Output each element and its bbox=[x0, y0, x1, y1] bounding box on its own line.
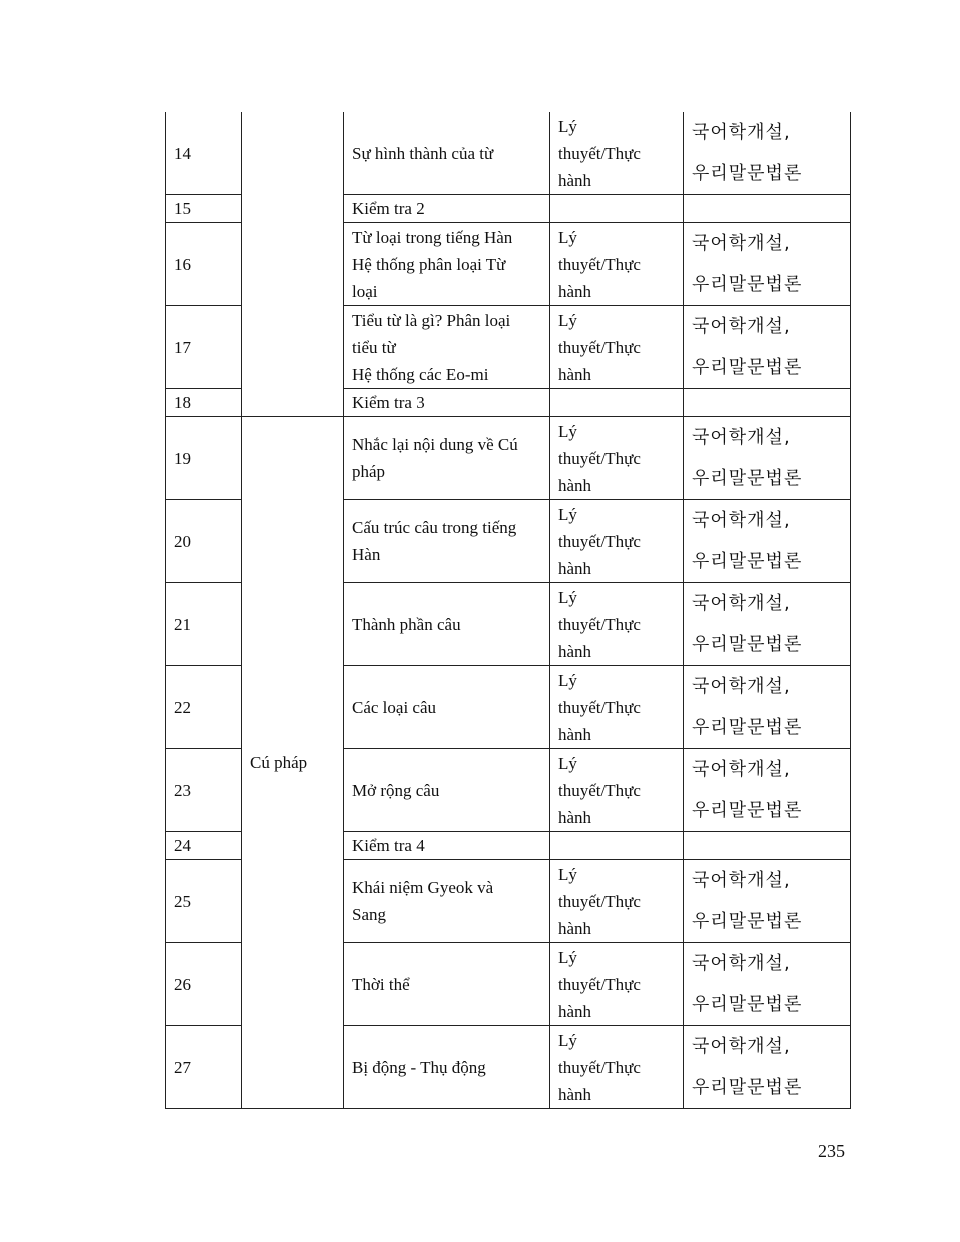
row-number: 21 bbox=[166, 583, 242, 666]
reference-cell: 국어학개설, 우리말문법론 bbox=[684, 500, 851, 583]
method-cell bbox=[550, 389, 684, 417]
row-number: 22 bbox=[166, 666, 242, 749]
reference-cell: 국어학개설, 우리말문법론 bbox=[684, 223, 851, 306]
content-cell: Các loại câu bbox=[344, 666, 550, 749]
method-cell: Lý thuyết/Thực hành bbox=[550, 749, 684, 832]
reference-cell: 국어학개설, 우리말문법론 bbox=[684, 1026, 851, 1109]
method-cell: Lý thuyết/Thực hành bbox=[550, 666, 684, 749]
method-cell: Lý thuyết/Thực hành bbox=[550, 223, 684, 306]
method-cell: Lý thuyết/Thực hành bbox=[550, 943, 684, 1026]
method-cell bbox=[550, 195, 684, 223]
row-number: 18 bbox=[166, 389, 242, 417]
reference-cell: 국어학개설, 우리말문법론 bbox=[684, 943, 851, 1026]
row-number: 19 bbox=[166, 417, 242, 500]
content-cell: Bị động - Thụ động bbox=[344, 1026, 550, 1109]
row-number: 27 bbox=[166, 1026, 242, 1109]
row-number: 14 bbox=[166, 112, 242, 195]
row-number: 23 bbox=[166, 749, 242, 832]
reference-cell: 국어학개설, 우리말문법론 bbox=[684, 417, 851, 500]
reference-cell: 국어학개설, 우리말문법론 bbox=[684, 860, 851, 943]
content-cell: Kiểm tra 2 bbox=[344, 195, 550, 223]
section-cell bbox=[242, 112, 344, 417]
reference-cell: 국어학개설, 우리말문법론 bbox=[684, 666, 851, 749]
content-cell: Cấu trúc câu trong tiếng Hàn bbox=[344, 500, 550, 583]
reference-cell bbox=[684, 832, 851, 860]
reference-cell: 국어학개설, 우리말문법론 bbox=[684, 583, 851, 666]
row-number: 24 bbox=[166, 832, 242, 860]
reference-cell bbox=[684, 195, 851, 223]
content-cell: Kiểm tra 4 bbox=[344, 832, 550, 860]
table-row bbox=[166, 112, 851, 195]
row-number: 26 bbox=[166, 943, 242, 1026]
row-number: 25 bbox=[166, 860, 242, 943]
reference-cell: 국어학개설, 우리말문법론 bbox=[684, 749, 851, 832]
row-number: 17 bbox=[166, 306, 242, 389]
content-cell: Tiểu từ là gì? Phân loại tiểu từ Hệ thống các Eo-mi bbox=[344, 306, 550, 389]
syllabus-table bbox=[165, 112, 851, 1109]
method-cell: Lý thuyết/Thực hành bbox=[550, 1026, 684, 1109]
page-number: 235 bbox=[818, 1141, 845, 1161]
method-cell: Lý thuyết/Thực hành bbox=[550, 583, 684, 666]
method-cell bbox=[550, 832, 684, 860]
content-cell: Khái niệm Gyeok và Sang bbox=[344, 860, 550, 943]
table-row bbox=[166, 417, 851, 500]
content-cell: Thời thể bbox=[344, 943, 550, 1026]
section-cell-syntax: Cú pháp bbox=[242, 417, 344, 1109]
reference-cell: 국어학개설, 우리말문법론 bbox=[684, 112, 851, 195]
reference-cell bbox=[684, 389, 851, 417]
row-number: 16 bbox=[166, 223, 242, 306]
method-cell: Lý thuyết/Thực hành bbox=[550, 306, 684, 389]
content-cell: Mở rộng câu bbox=[344, 749, 550, 832]
row-number: 15 bbox=[166, 195, 242, 223]
method-cell: Lý thuyết/Thực hành bbox=[550, 417, 684, 500]
row-number: 20 bbox=[166, 500, 242, 583]
content-cell: Sự hình thành của từ bbox=[344, 112, 550, 195]
content-cell: Từ loại trong tiếng Hàn Hệ thống phân loại Từ loại bbox=[344, 223, 550, 306]
reference-cell: 국어학개설, 우리말문법론 bbox=[684, 306, 851, 389]
content-cell: Kiểm tra 3 bbox=[344, 389, 550, 417]
content-cell: Thành phần câu bbox=[344, 583, 550, 666]
method-cell: Lý thuyết/Thực hành bbox=[550, 500, 684, 583]
method-cell: Lý thuyết/Thực hành bbox=[550, 112, 684, 195]
content-cell: Nhắc lại nội dung về Cú pháp bbox=[344, 417, 550, 500]
method-cell: Lý thuyết/Thực hành bbox=[550, 860, 684, 943]
